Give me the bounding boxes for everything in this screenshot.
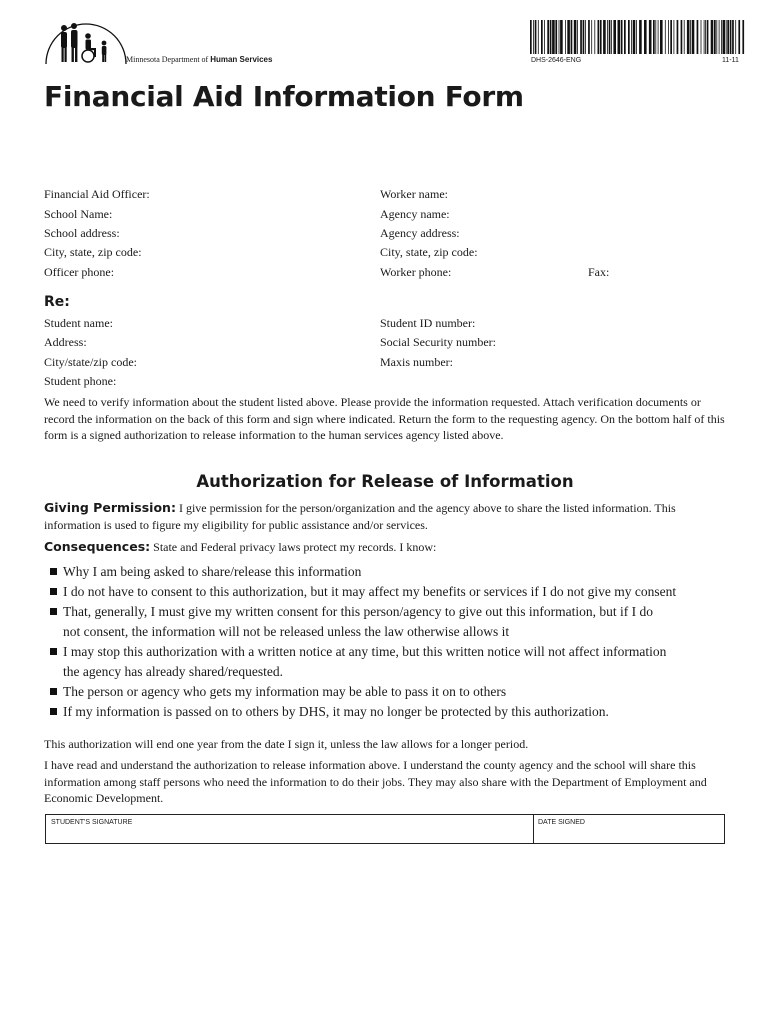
barcode-icon <box>530 20 748 54</box>
barcode-bar <box>538 20 539 54</box>
barcode-bar <box>580 20 582 54</box>
barcode-bar <box>544 20 545 54</box>
consequences-label: Consequences: <box>44 539 151 554</box>
barcode-bar <box>701 20 702 54</box>
student-city-state-zip-field[interactable]: City/state/zip code: <box>44 355 137 369</box>
barcode-bar <box>714 20 716 54</box>
agency-city-state-zip-field[interactable]: City, state, zip code: <box>380 245 478 259</box>
barcode-bar <box>655 20 656 54</box>
student-name-field[interactable]: Student name: <box>44 316 113 330</box>
barcode-bar <box>594 20 595 54</box>
list-item <box>48 702 738 722</box>
barcode-bar <box>611 20 612 54</box>
barcode-bar <box>541 20 543 54</box>
barcode-bar <box>613 20 616 54</box>
barcode-bar <box>674 20 675 54</box>
student-address-field[interactable]: Address: <box>44 335 87 349</box>
barcode-bar <box>530 20 532 54</box>
list-item <box>48 602 738 642</box>
agency-address-field[interactable]: Agency address: <box>380 226 460 240</box>
barcode-bar <box>591 20 592 54</box>
list-item-text: If my information is passed on to others by DHS, it may no longer be protected by this authorization. <box>63 704 609 719</box>
barcode-bar <box>681 20 683 54</box>
barcode-bar <box>653 20 655 54</box>
barcode-bar <box>665 20 666 54</box>
form-number: DHS-2646-ENG <box>531 57 582 64</box>
list-item-text-continued: not consent, the information will not be released unless the law otherwise allows it <box>63 624 510 639</box>
giving-permission-label: Giving Permission: <box>44 500 176 515</box>
school-address-field[interactable]: School address: <box>44 226 120 240</box>
signature-divider <box>533 815 534 843</box>
department-name <box>126 55 272 64</box>
list-item <box>48 582 738 602</box>
barcode-bar <box>660 20 663 54</box>
barcode-bar <box>738 20 740 54</box>
barcode-bar <box>552 20 555 54</box>
barcode-bar <box>726 20 727 54</box>
barcode-bar <box>677 20 679 54</box>
barcode-bar <box>618 20 621 54</box>
consequences-text: State and Federal privacy laws protect my records. I know: <box>153 540 437 554</box>
barcode-bar <box>603 20 606 54</box>
barcode-bar <box>649 20 652 54</box>
page-title: Financial Aid Information Form <box>44 80 524 113</box>
barcode-bar <box>692 20 695 54</box>
date-signed-field[interactable]: DATE SIGNED <box>538 819 585 826</box>
barcode-bar <box>588 20 590 54</box>
barcode-bar <box>723 20 726 54</box>
barcode-bar <box>574 20 577 54</box>
agency-name-field[interactable]: Agency name: <box>380 207 450 221</box>
bullet-square-icon <box>50 588 57 595</box>
barcode-bar <box>639 20 642 54</box>
barcode-bar <box>730 20 732 54</box>
ssn-field[interactable]: Social Security number: <box>380 335 496 349</box>
barcode-bar <box>621 20 623 54</box>
fax-field[interactable]: Fax: <box>588 265 610 279</box>
barcode-bar <box>668 20 669 54</box>
barcode-bar <box>550 20 552 54</box>
list-item <box>48 642 738 682</box>
barcode-bar <box>697 20 699 54</box>
barcode-bar <box>644 20 647 54</box>
school-name-field[interactable]: School Name: <box>44 207 113 221</box>
barcode-bar <box>690 20 691 54</box>
bullet-square-icon <box>50 608 57 615</box>
barcode-bar <box>583 20 585 54</box>
barcode-bar <box>705 20 706 54</box>
barcode-bar <box>571 20 573 54</box>
barcode-bar <box>742 20 744 54</box>
barcode-bar <box>565 20 566 54</box>
barcode-bar <box>727 20 729 54</box>
barcode-bar <box>567 20 570 54</box>
barcode-bar <box>732 20 734 54</box>
barcode-bar <box>721 20 722 54</box>
barcode-bar <box>535 20 537 54</box>
barcode-bar <box>555 20 557 54</box>
student-phone-field[interactable]: Student phone: <box>44 374 117 388</box>
financial-aid-officer-field[interactable]: Financial Aid Officer: <box>44 187 150 201</box>
barcode-bar <box>559 20 560 54</box>
bullet-square-icon <box>50 688 57 695</box>
barcode-bar <box>684 20 685 54</box>
barcode-bar <box>533 20 534 54</box>
bullet-square-icon <box>50 708 57 715</box>
student-id-field[interactable]: Student ID number: <box>380 316 476 330</box>
barcode-bar <box>735 20 736 54</box>
consequences-list <box>48 562 738 722</box>
re-heading: Re: <box>44 294 70 310</box>
list-item-text: I may stop this authorization with a written notice at any time, but this written notice will not affect information <box>63 644 667 659</box>
intro-paragraph: We need to verify information about the student listed above. Please provide the information requested. Attach verification documents or record the information on the back of this form and sign where indicated. Return the form to the requesting agency. On the bottom half of this form is a signed authorization to release information to the human services agency listed above. <box>44 395 725 442</box>
barcode-bar <box>600 20 602 54</box>
bullet-square-icon <box>50 648 57 655</box>
giving-permission-text: I give permission for the person/organization and the agency above to share the listed information. This information is used to figure my eligibility for public assistance and/or services. <box>44 501 676 532</box>
barcode-bar <box>670 20 672 54</box>
revision-date: 11-11 <box>722 57 739 64</box>
barcode-bar <box>704 20 705 54</box>
list-item-text: That, generally, I must give my written consent for this person/agency to give out this information, but if I do <box>63 604 653 619</box>
list-item <box>48 682 738 702</box>
authorization-heading: Authorization for Release of Information <box>196 472 574 491</box>
list-item <box>48 562 738 582</box>
barcode-bar <box>585 20 586 54</box>
signature-box <box>45 814 725 844</box>
department-prefix: Minnesota Department of <box>126 55 209 64</box>
barcode-bar <box>636 20 637 54</box>
department-title: Human Services <box>210 55 273 64</box>
consequences-paragraph <box>44 539 726 556</box>
barcode-bar <box>628 20 630 54</box>
barcode-bar <box>609 20 611 54</box>
giving-permission-paragraph <box>44 500 726 533</box>
maxis-number-field[interactable]: Maxis number: <box>380 355 453 369</box>
barcode-bar <box>707 20 709 54</box>
barcode-bar <box>687 20 690 54</box>
barcode-bar <box>631 20 632 54</box>
list-item-text: The person or agency who gets my information may be able to pass it on to others <box>63 684 507 699</box>
barcode-bar <box>560 20 563 54</box>
barcode-bar <box>716 20 717 54</box>
barcode-bar <box>719 20 720 54</box>
worker-name-field[interactable]: Worker name: <box>380 187 449 201</box>
barcode-bar <box>658 20 659 54</box>
barcode-bar <box>633 20 636 54</box>
list-item-text: I do not have to consent to this authorization, but it may affect my benefits or services if I do not give my consent <box>63 584 677 599</box>
student-signature-field[interactable]: STUDENT'S SIGNATURE <box>51 819 133 826</box>
barcode-bar <box>711 20 714 54</box>
barcode-bar <box>598 20 600 54</box>
dhs-logo-icon <box>44 18 128 66</box>
barcode-bar <box>577 20 578 54</box>
worker-phone-field[interactable]: Worker phone: <box>380 265 452 279</box>
barcode-bar <box>607 20 608 54</box>
barcode-bar <box>547 20 549 54</box>
list-item-text-continued: the agency has already shared/requested. <box>63 664 284 679</box>
list-item-text: Why I am being asked to share/release this information <box>63 564 362 579</box>
understanding-paragraph: I have read and understand the authorization to release information above. I understand the county agency and the school will share this information among staff persons who need the information to do their jobs. They may also share with the Department of Employment and Economic Development. <box>44 758 707 805</box>
officer-phone-field[interactable]: Officer phone: <box>44 265 115 279</box>
bullet-square-icon <box>50 568 57 575</box>
school-city-state-zip-field[interactable]: City, state, zip code: <box>44 245 142 259</box>
authorization-end-paragraph: This authorization will end one year from the date I sign it, unless the law allows for a longer period. <box>44 737 529 751</box>
barcode-bar <box>624 20 626 54</box>
